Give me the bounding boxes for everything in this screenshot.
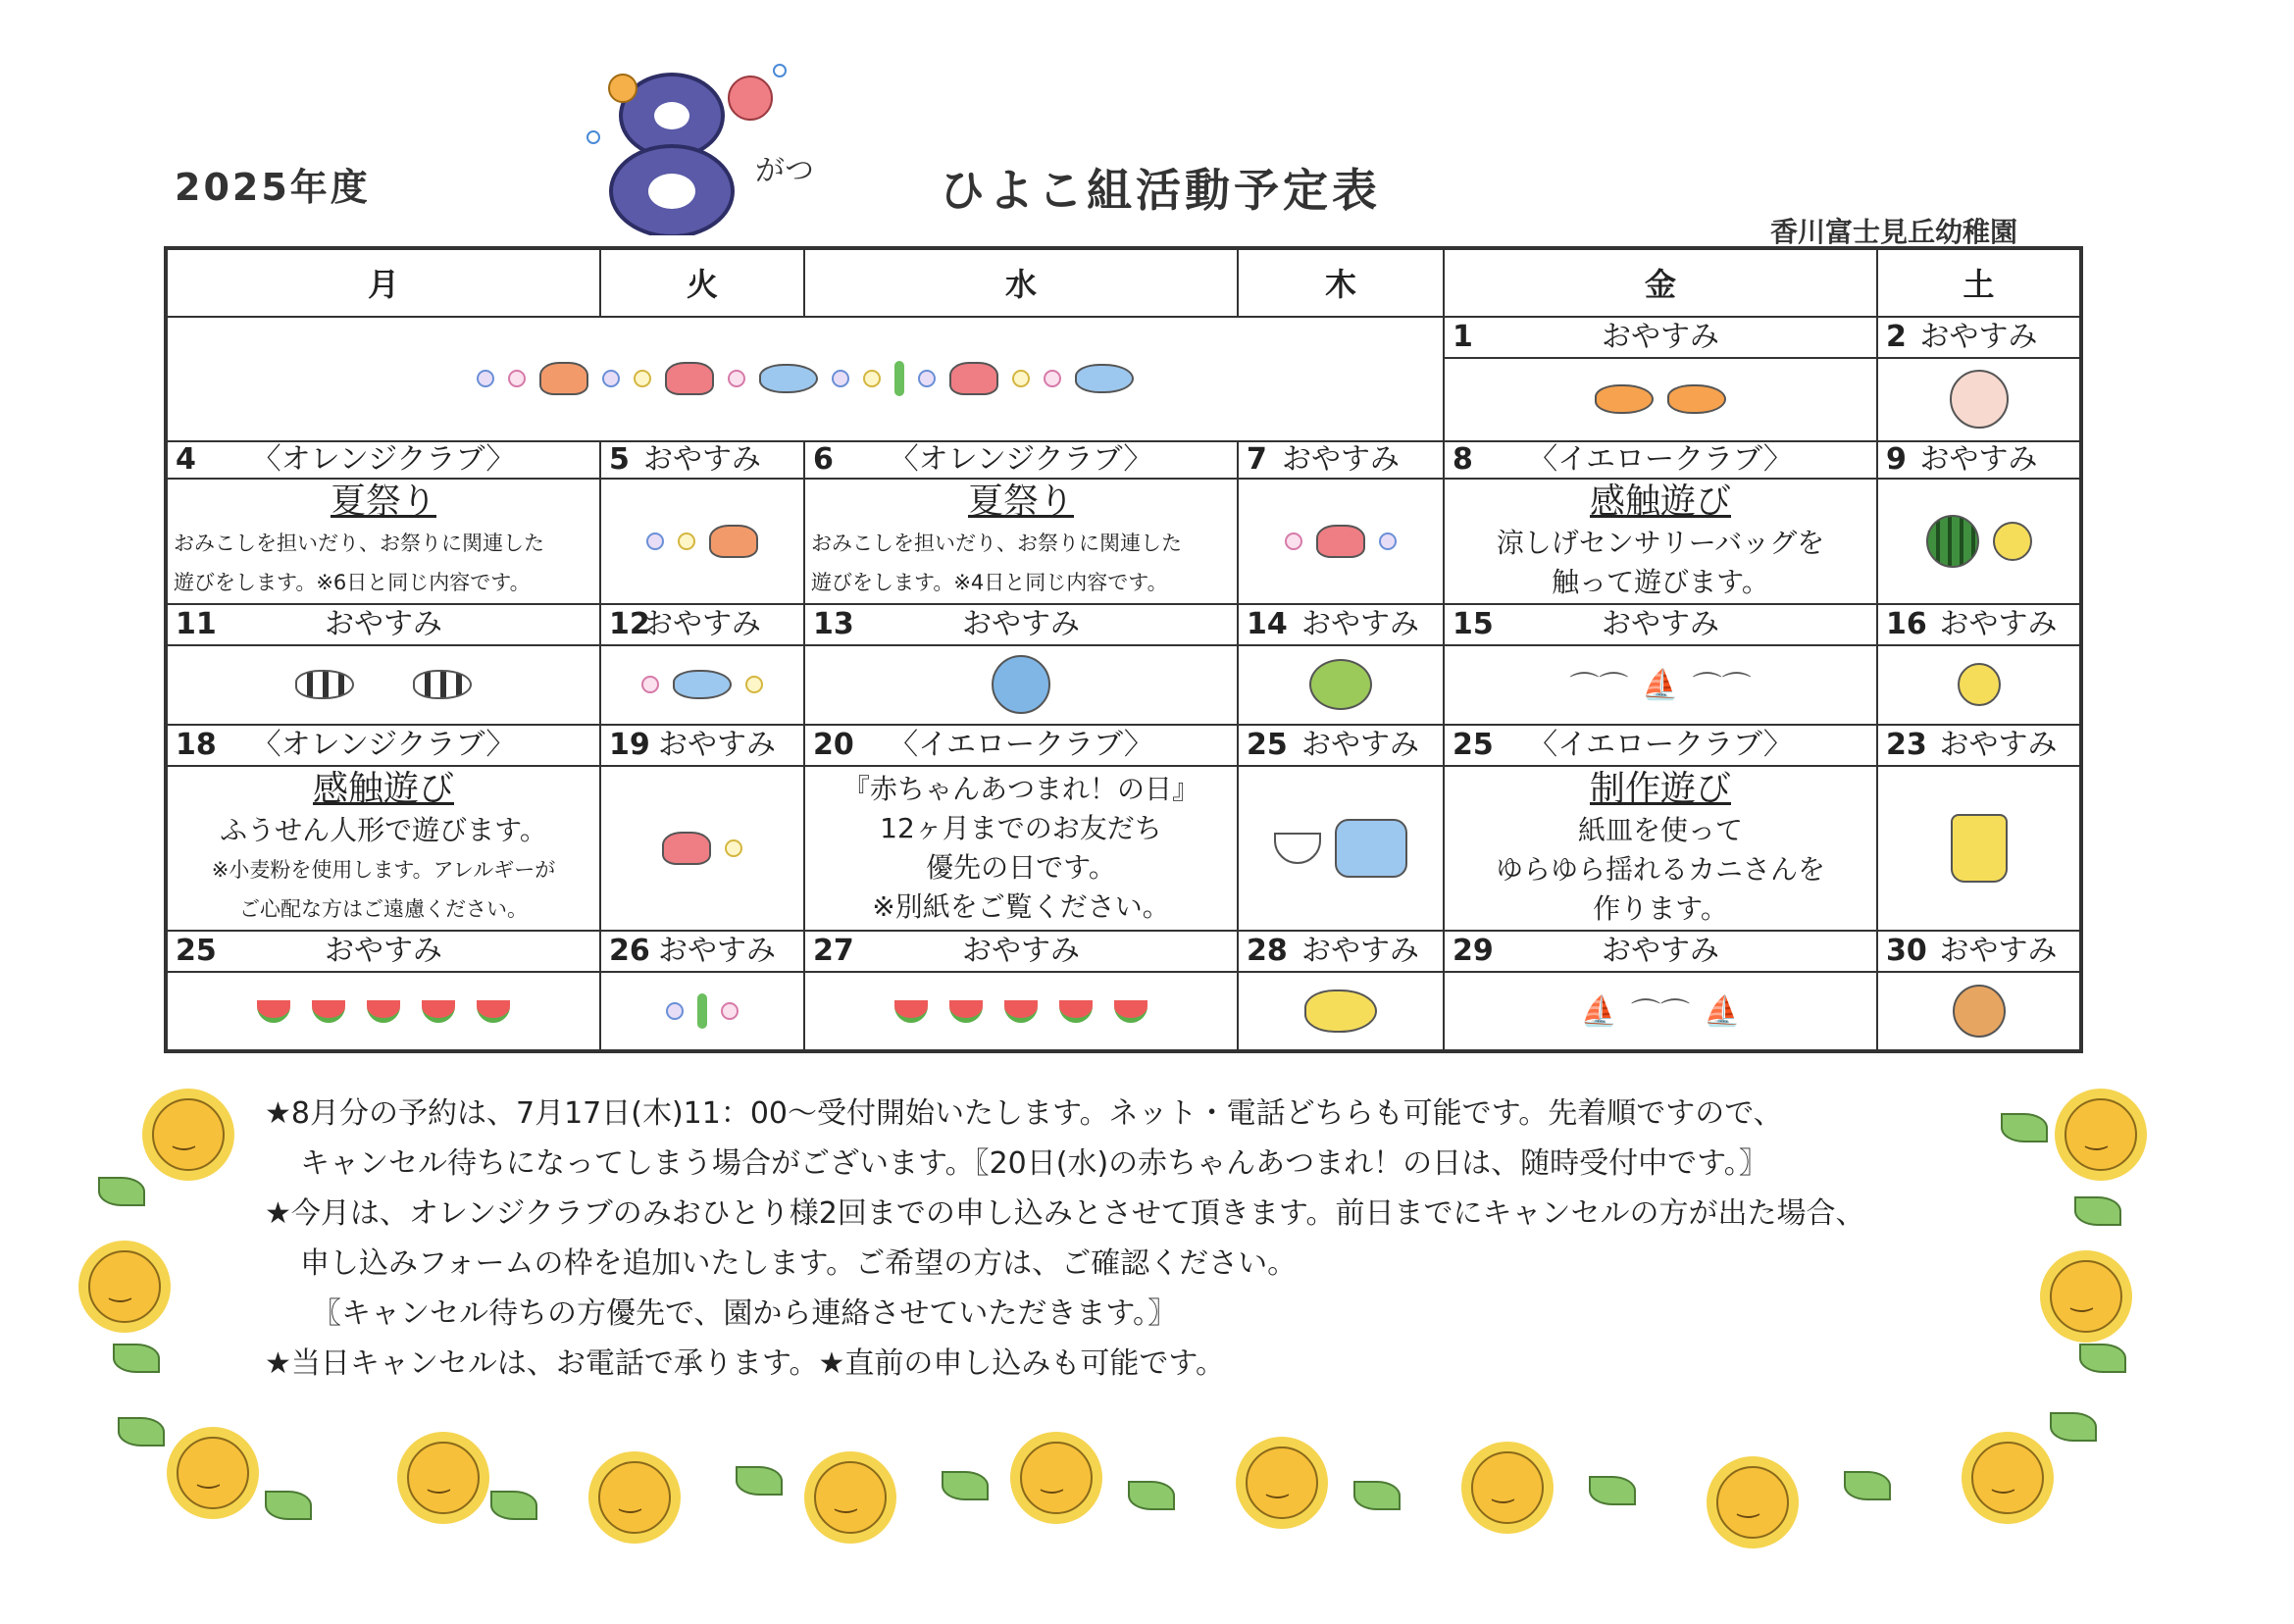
day-4-content xyxy=(166,479,600,603)
day-number: 18 xyxy=(176,727,217,762)
day-label: おやすみ xyxy=(643,606,761,641)
sunflower-icon xyxy=(152,1098,225,1171)
crab-icon xyxy=(662,832,711,865)
day-cell-14 xyxy=(1238,604,1444,645)
day-12-content xyxy=(600,645,804,725)
watermelon-icon xyxy=(1926,515,1979,568)
chick-icon xyxy=(1958,663,2001,706)
watermelon-icon xyxy=(367,1000,400,1023)
day-15-content xyxy=(1444,645,1877,725)
day-16-content xyxy=(1877,645,2081,725)
event-note: ※別紙をご覧ください。 xyxy=(872,889,1170,923)
leaf-icon xyxy=(98,1177,145,1206)
event-description: 涼しげセンサリーバッグを xyxy=(1496,526,1825,559)
sunflower-icon xyxy=(1471,1451,1544,1524)
sunflower-icon xyxy=(2050,1260,2122,1333)
watermelon-icon xyxy=(312,1000,345,1023)
bubble-icon xyxy=(745,676,763,693)
day-cell-1 xyxy=(1444,317,1877,358)
day-22-content xyxy=(1444,766,1877,931)
fish-icon xyxy=(1075,364,1134,393)
day-label: おやすみ xyxy=(1301,933,1419,968)
watering-can-icon xyxy=(1335,819,1407,878)
event-title: 制作遊び xyxy=(1589,768,1731,809)
hermit-crab-icon xyxy=(709,525,758,558)
day-11-content xyxy=(166,645,600,725)
event-description: 作ります。 xyxy=(1593,891,1728,925)
week1-decoration-cell xyxy=(166,317,1444,441)
day-1-content xyxy=(1444,358,1877,441)
event-description: ふうせん人形で遊びます。 xyxy=(220,813,547,846)
bubble-icon xyxy=(1044,370,1061,387)
day-number: 28 xyxy=(1247,933,1288,968)
sunflower-icon xyxy=(598,1461,671,1534)
weekday-mon: 月 xyxy=(166,248,600,317)
leaf-icon xyxy=(2079,1344,2126,1373)
sea-creatures-decoration xyxy=(168,318,1443,440)
sunflower-icon xyxy=(1716,1466,1789,1539)
fish-icon xyxy=(673,670,732,699)
fish-icon xyxy=(759,364,818,393)
weekday-sat: 土 xyxy=(1877,248,2081,317)
day-number: 16 xyxy=(1886,606,1927,641)
watermelon-icon xyxy=(477,1000,510,1023)
event-description: おみこしを担いだり、お祭りに関連した xyxy=(811,531,1182,555)
watermelon-icon xyxy=(1059,1000,1093,1023)
chick-icon xyxy=(1993,522,2032,561)
event-note: ※小麦粉を使用します。アレルギーが xyxy=(211,857,556,882)
weekday-header-row xyxy=(166,248,2081,317)
leaf-icon xyxy=(490,1491,537,1520)
leaf-icon xyxy=(1589,1476,1636,1505)
leaf-icon xyxy=(1128,1481,1175,1510)
day-label: おやすみ xyxy=(1939,606,2058,641)
day-cell-28 xyxy=(1238,931,1444,972)
bubble-icon xyxy=(666,1002,684,1020)
weekday-thu: 木 xyxy=(1238,248,1444,317)
seaweed-icon xyxy=(697,993,707,1029)
day-18-content xyxy=(166,766,600,931)
bubble-icon xyxy=(678,533,695,550)
sunflower-icon xyxy=(1971,1442,2044,1514)
crab-icon xyxy=(665,362,714,395)
fish-icon xyxy=(413,670,472,699)
bubble-icon xyxy=(641,676,659,693)
sunflower-icon xyxy=(814,1461,887,1534)
seagull-icon: ⌒⌒ xyxy=(1631,997,1690,1033)
day-number: 6 xyxy=(813,442,834,478)
day-label: おやすみ xyxy=(1602,319,1719,354)
day-label: おやすみ xyxy=(325,606,442,641)
day-number: 25 xyxy=(1247,727,1288,762)
day-29-content xyxy=(1444,972,1877,1051)
hermit-crab-icon xyxy=(539,362,588,395)
day-8-content xyxy=(1444,479,1877,603)
month-gatsu-label: がつ xyxy=(755,154,814,188)
day-number: 14 xyxy=(1247,606,1288,641)
day-cell-16 xyxy=(1877,604,2081,645)
day-label: おやすみ xyxy=(1919,442,2038,478)
watermelon-icon xyxy=(949,1000,983,1023)
note-line: ★8月分の予約は、7月17日(木)11：00～受付開始いたします。ネット・電話どちらも可能です。先着順ですので、 xyxy=(265,1096,1783,1131)
day-label: おやすみ xyxy=(643,442,761,478)
day-number: 8 xyxy=(1453,442,1473,478)
seaweed-icon xyxy=(894,361,904,396)
day-number: 9 xyxy=(1886,442,1907,478)
watermelon-icon xyxy=(1114,1000,1147,1023)
day-number: 25 xyxy=(1453,727,1494,762)
day-number: 15 xyxy=(1453,606,1494,641)
sunflower-icon xyxy=(2065,1098,2137,1171)
club-label: 〈イエロークラブ〉 xyxy=(1528,727,1793,762)
day-number: 27 xyxy=(813,933,854,968)
club-label: 〈オレンジクラブ〉 xyxy=(889,442,1153,478)
bubble-icon xyxy=(602,370,620,387)
monkey-icon xyxy=(1953,985,2006,1038)
bubble-icon xyxy=(728,370,745,387)
sunflower-icon xyxy=(1246,1446,1318,1519)
day-label: おやすみ xyxy=(1939,727,2058,762)
sunflower-icon xyxy=(177,1437,249,1509)
month-8-icon xyxy=(564,59,819,235)
day-cell-15 xyxy=(1444,604,1877,645)
day-25-content xyxy=(166,972,600,1051)
bubble-icon xyxy=(832,370,849,387)
day-cell-22 xyxy=(1444,725,1877,766)
day-20-content xyxy=(804,766,1238,931)
day-21-content xyxy=(1238,766,1444,931)
day-cell-21 xyxy=(1238,725,1444,766)
calendar-table xyxy=(164,246,2083,1053)
weekday-wed: 水 xyxy=(804,248,1238,317)
event-description: 遊びをします。※4日と同じ内容です。 xyxy=(811,570,1168,594)
day-number: 29 xyxy=(1453,933,1494,968)
day-cell-11 xyxy=(166,604,600,645)
day-cell-5 xyxy=(600,441,804,479)
bubble-icon xyxy=(508,370,526,387)
day-cell-25 xyxy=(166,931,600,972)
leaf-icon xyxy=(942,1471,989,1500)
leaf-icon xyxy=(2050,1412,2097,1442)
event-title: 感触遊び xyxy=(1589,481,1731,522)
day-cell-4 xyxy=(166,441,600,479)
day-26-content xyxy=(600,972,804,1051)
day-label: おやすみ xyxy=(1939,933,2058,968)
day-cell-13 xyxy=(804,604,1238,645)
day-label: おやすみ xyxy=(1919,319,2038,354)
day-label: おやすみ xyxy=(1602,606,1719,641)
day-number: 20 xyxy=(813,727,854,762)
note-line: ★今月は、オレンジクラブのみおひとり様2回までの申し込みとさせて頂きます。前日までにキャンセルの方が出た場合、 xyxy=(265,1196,1865,1231)
day-label: おやすみ xyxy=(1282,442,1400,478)
day-cell-7 xyxy=(1238,441,1444,479)
seagull-icon: ⌒⌒ xyxy=(1569,671,1629,706)
club-label: 〈オレンジクラブ〉 xyxy=(251,442,516,478)
day-28-content xyxy=(1238,972,1444,1051)
school-name: 香川富士見丘幼稚園 xyxy=(1770,216,2018,248)
day-cell-2 xyxy=(1877,317,2081,358)
crab-icon xyxy=(949,362,998,395)
day-7-content xyxy=(1238,479,1444,603)
day-cell-9 xyxy=(1877,441,2081,479)
sunflower-icon xyxy=(88,1250,161,1323)
day-number: 13 xyxy=(813,606,854,641)
fish-icon xyxy=(1667,384,1726,414)
fish-icon xyxy=(1304,990,1377,1033)
year-label: 2025年度 xyxy=(175,166,371,209)
event-description: 優先の日です。 xyxy=(926,850,1116,884)
club-label: 〈イエロークラブ〉 xyxy=(889,727,1153,762)
day-label: おやすみ xyxy=(962,933,1080,968)
bubble-icon xyxy=(725,839,742,857)
bubble-icon xyxy=(1379,533,1397,550)
day-cell-27 xyxy=(804,931,1238,972)
turtle-icon xyxy=(1309,659,1372,710)
sunflower-icon xyxy=(407,1442,480,1514)
day-number: 11 xyxy=(176,606,217,641)
event-title: 夏祭り xyxy=(967,481,1074,522)
day-13-content xyxy=(804,645,1238,725)
bubble-icon xyxy=(634,370,651,387)
fish-icon xyxy=(295,670,354,699)
day-cell-8 xyxy=(1444,441,1877,479)
baby-icon xyxy=(1950,370,2009,429)
leaf-icon xyxy=(118,1417,165,1446)
day-label: おやすみ xyxy=(1602,933,1719,968)
weekday-tue: 火 xyxy=(600,248,804,317)
event-note: ご心配な方はご遠慮ください。 xyxy=(239,896,528,921)
club-label: 〈イエロークラブ〉 xyxy=(1528,442,1793,478)
sailboat-icon: ⛵ xyxy=(1642,667,1679,702)
bubble-icon xyxy=(1012,370,1030,387)
penguin-icon xyxy=(992,655,1050,714)
leaf-icon xyxy=(2074,1196,2121,1226)
day-cell-19 xyxy=(600,725,804,766)
day-label: おやすみ xyxy=(658,933,776,968)
day-cell-23 xyxy=(1877,725,2081,766)
watermelon-icon xyxy=(422,1000,455,1023)
bubble-icon xyxy=(1285,533,1302,550)
day-number: 2 xyxy=(1886,319,1907,354)
note-line: キャンセル待ちになってしまう場合がございます。〖20日(水)の赤ちゃんあつまれ！の日は、随時受付中です。〗 xyxy=(300,1146,1768,1181)
day-cell-30 xyxy=(1877,931,2081,972)
day-23-content xyxy=(1877,766,2081,931)
day-27-content xyxy=(804,972,1238,1051)
event-description: 触って遊びます。 xyxy=(1552,565,1769,598)
day-6-content xyxy=(804,479,1238,603)
day-number: 23 xyxy=(1886,727,1927,762)
event-description: おみこしを担いだり、お祭りに関連した xyxy=(174,531,544,555)
day-19-content xyxy=(600,766,804,931)
crab-icon xyxy=(1316,525,1365,558)
day-number: 5 xyxy=(609,442,630,478)
day-label: おやすみ xyxy=(962,606,1080,641)
watermelon-icon xyxy=(894,1000,928,1023)
page-title: ひよこ組活動予定表 xyxy=(940,164,1381,217)
day-cell-26 xyxy=(600,931,804,972)
day-2-content xyxy=(1877,358,2081,441)
leaf-icon xyxy=(736,1466,783,1496)
day-cell-29 xyxy=(1444,931,1877,972)
note-line: ★当日キャンセルは、お電話で承ります。★直前の申し込みも可能です。 xyxy=(265,1346,1225,1381)
leaf-icon xyxy=(113,1344,160,1373)
day-30-content xyxy=(1877,972,2081,1051)
watermelon-icon xyxy=(257,1000,290,1023)
note-line: 申し込みフォームの枠を追加いたします。ご希望の方は、ご確認ください。 xyxy=(300,1246,1298,1281)
day-number: 7 xyxy=(1247,442,1267,478)
leaf-icon xyxy=(1844,1471,1891,1500)
day-9-content xyxy=(1877,479,2081,603)
bubble-icon xyxy=(477,370,494,387)
day-number: 1 xyxy=(1453,319,1473,354)
notes-section xyxy=(265,1089,2020,1389)
event-title: 夏祭り xyxy=(330,481,436,522)
day-14-content xyxy=(1238,645,1444,725)
seagull-icon: ⌒⌒ xyxy=(1692,671,1752,706)
bucket-icon xyxy=(1951,814,2008,883)
event-description: 12ヶ月までのお友だち xyxy=(880,811,1162,844)
day-cell-6 xyxy=(804,441,1238,479)
day-label: おやすみ xyxy=(1301,606,1419,641)
sailboat-icon: ⛵ xyxy=(1580,993,1617,1029)
day-number: 4 xyxy=(176,442,196,478)
event-title: 『赤ちゃんあつまれ！の日』 xyxy=(841,772,1199,805)
bubble-icon xyxy=(721,1002,739,1020)
bubble-icon xyxy=(863,370,881,387)
day-number: 30 xyxy=(1886,933,1927,968)
bubble-icon xyxy=(918,370,936,387)
day-number: 12 xyxy=(609,606,650,641)
day-label: おやすみ xyxy=(1301,727,1419,762)
day-cell-12 xyxy=(600,604,804,645)
day-number: 25 xyxy=(176,933,217,968)
note-line: 〖キャンセル待ちの方優先で、園から連絡させていただきます。〗 xyxy=(312,1296,1177,1331)
weekday-fri: 金 xyxy=(1444,248,1877,317)
day-cell-20 xyxy=(804,725,1238,766)
event-description: 紙皿を使って xyxy=(1577,813,1743,846)
bubble-icon xyxy=(646,533,664,550)
leaf-icon xyxy=(1353,1481,1401,1510)
leaf-icon xyxy=(265,1491,312,1520)
day-label: おやすみ xyxy=(658,727,776,762)
watermelon-icon xyxy=(1004,1000,1038,1023)
bowl-icon xyxy=(1274,833,1321,864)
event-title: 感触遊び xyxy=(312,768,454,809)
day-number: 19 xyxy=(609,727,650,762)
day-cell-18 xyxy=(166,725,600,766)
event-description: ゆらゆら揺れるカニさんを xyxy=(1495,852,1825,886)
leaf-icon xyxy=(2001,1113,2048,1142)
fish-icon xyxy=(1595,384,1654,414)
event-description: 遊びをします。※6日と同じ内容です。 xyxy=(174,570,531,594)
sailboat-icon: ⛵ xyxy=(1704,993,1741,1029)
day-5-content xyxy=(600,479,804,603)
day-label: おやすみ xyxy=(325,933,442,968)
club-label: 〈オレンジクラブ〉 xyxy=(251,727,516,762)
day-number: 26 xyxy=(609,933,650,968)
sunflower-icon xyxy=(1020,1442,1093,1514)
